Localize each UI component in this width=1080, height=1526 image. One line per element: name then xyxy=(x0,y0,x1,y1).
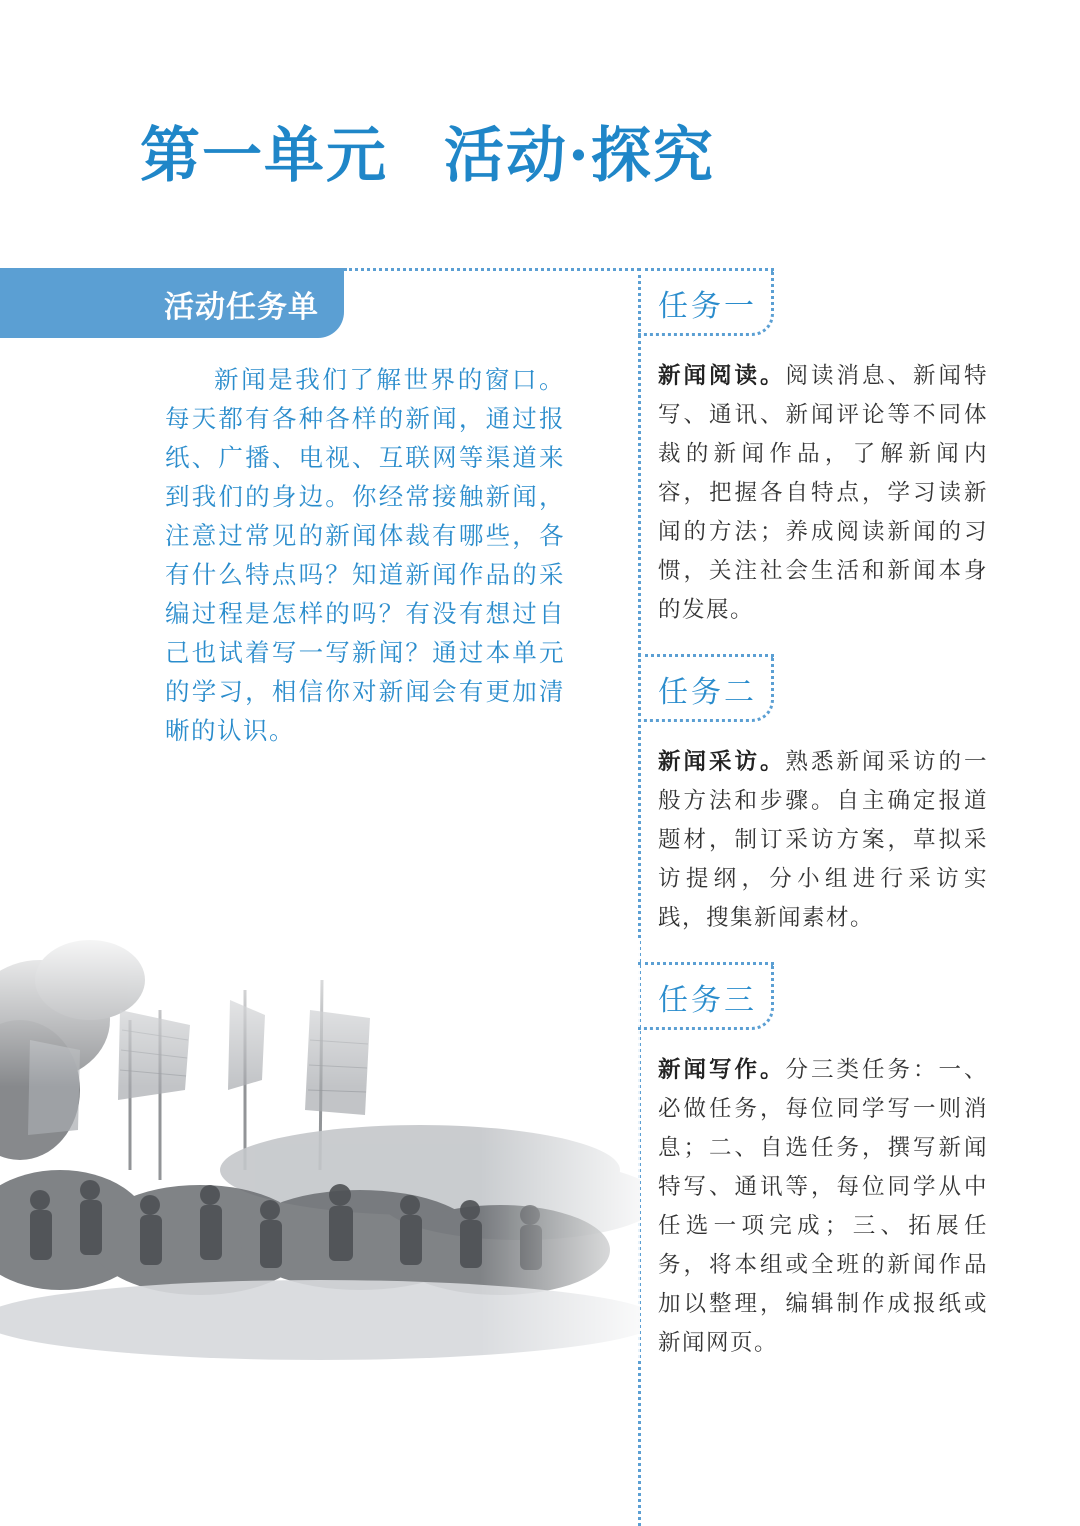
task-one-label xyxy=(638,268,774,336)
task-three-body: 分三类任务：一、必做任务，每位同学写一则消息；二、自选任务，撰写新闻特写、通讯等，每位同学从中任选一项完成；三、拓展任务，将本组或全班的新闻作品加以整理，编辑制作成报纸或新闻网页。 xyxy=(658,1057,988,1356)
unit-title: 第一单元 xyxy=(140,121,388,191)
battle-scene-illustration xyxy=(0,940,640,1360)
top-dotted-divider xyxy=(344,268,640,271)
page-title xyxy=(140,108,715,194)
illustration-image xyxy=(0,940,640,1360)
activity-tab-label: 活动任务单 xyxy=(164,290,319,325)
section-title: 活动·探究 xyxy=(444,121,715,191)
activity-tab xyxy=(0,268,344,338)
task-two-label xyxy=(638,654,774,722)
intro-paragraph: 新闻是我们了解世界的窗口。每天都有各种各样的新闻，通过报纸、广播、电视、互联网等渠道来到我们的身边。你经常接触新闻，注意过常见的新闻体裁有哪些，各有什么特点吗？知道新闻作品的采编过程是怎样的吗？有没有想过自己也试着写一写新闻？通过本单元的学习，相信你对新闻会有更加清晰的认识。 xyxy=(165,365,565,745)
task-three-label xyxy=(638,962,774,1030)
task-two-label-text: 任务二 xyxy=(658,675,757,710)
task-three-heading: 新闻写作。 xyxy=(658,1057,786,1083)
task-three-description xyxy=(658,1051,988,1363)
task-two-description xyxy=(658,743,988,938)
task-two-body: 熟悉新闻采访的一般方法和步骤。自主确定报道题材，制订采访方案，草拟采访提纲，分小组进行采访实践，搜集新闻素材。 xyxy=(658,749,988,931)
task-three-label-text: 任务三 xyxy=(658,983,757,1018)
task-one-description xyxy=(658,357,988,630)
task-two-heading: 新闻采访。 xyxy=(658,749,786,775)
task-one-heading: 新闻阅读。 xyxy=(658,363,786,389)
task-one-label-text: 任务一 xyxy=(658,289,757,324)
task-one-body: 阅读消息、新闻特写、通讯、新闻评论等不同体裁的新闻作品，了解新闻内容，把握各自特点，学习读新闻的方法；养成阅读新闻的习惯，关注社会生活和新闻本身的发展。 xyxy=(658,363,988,623)
